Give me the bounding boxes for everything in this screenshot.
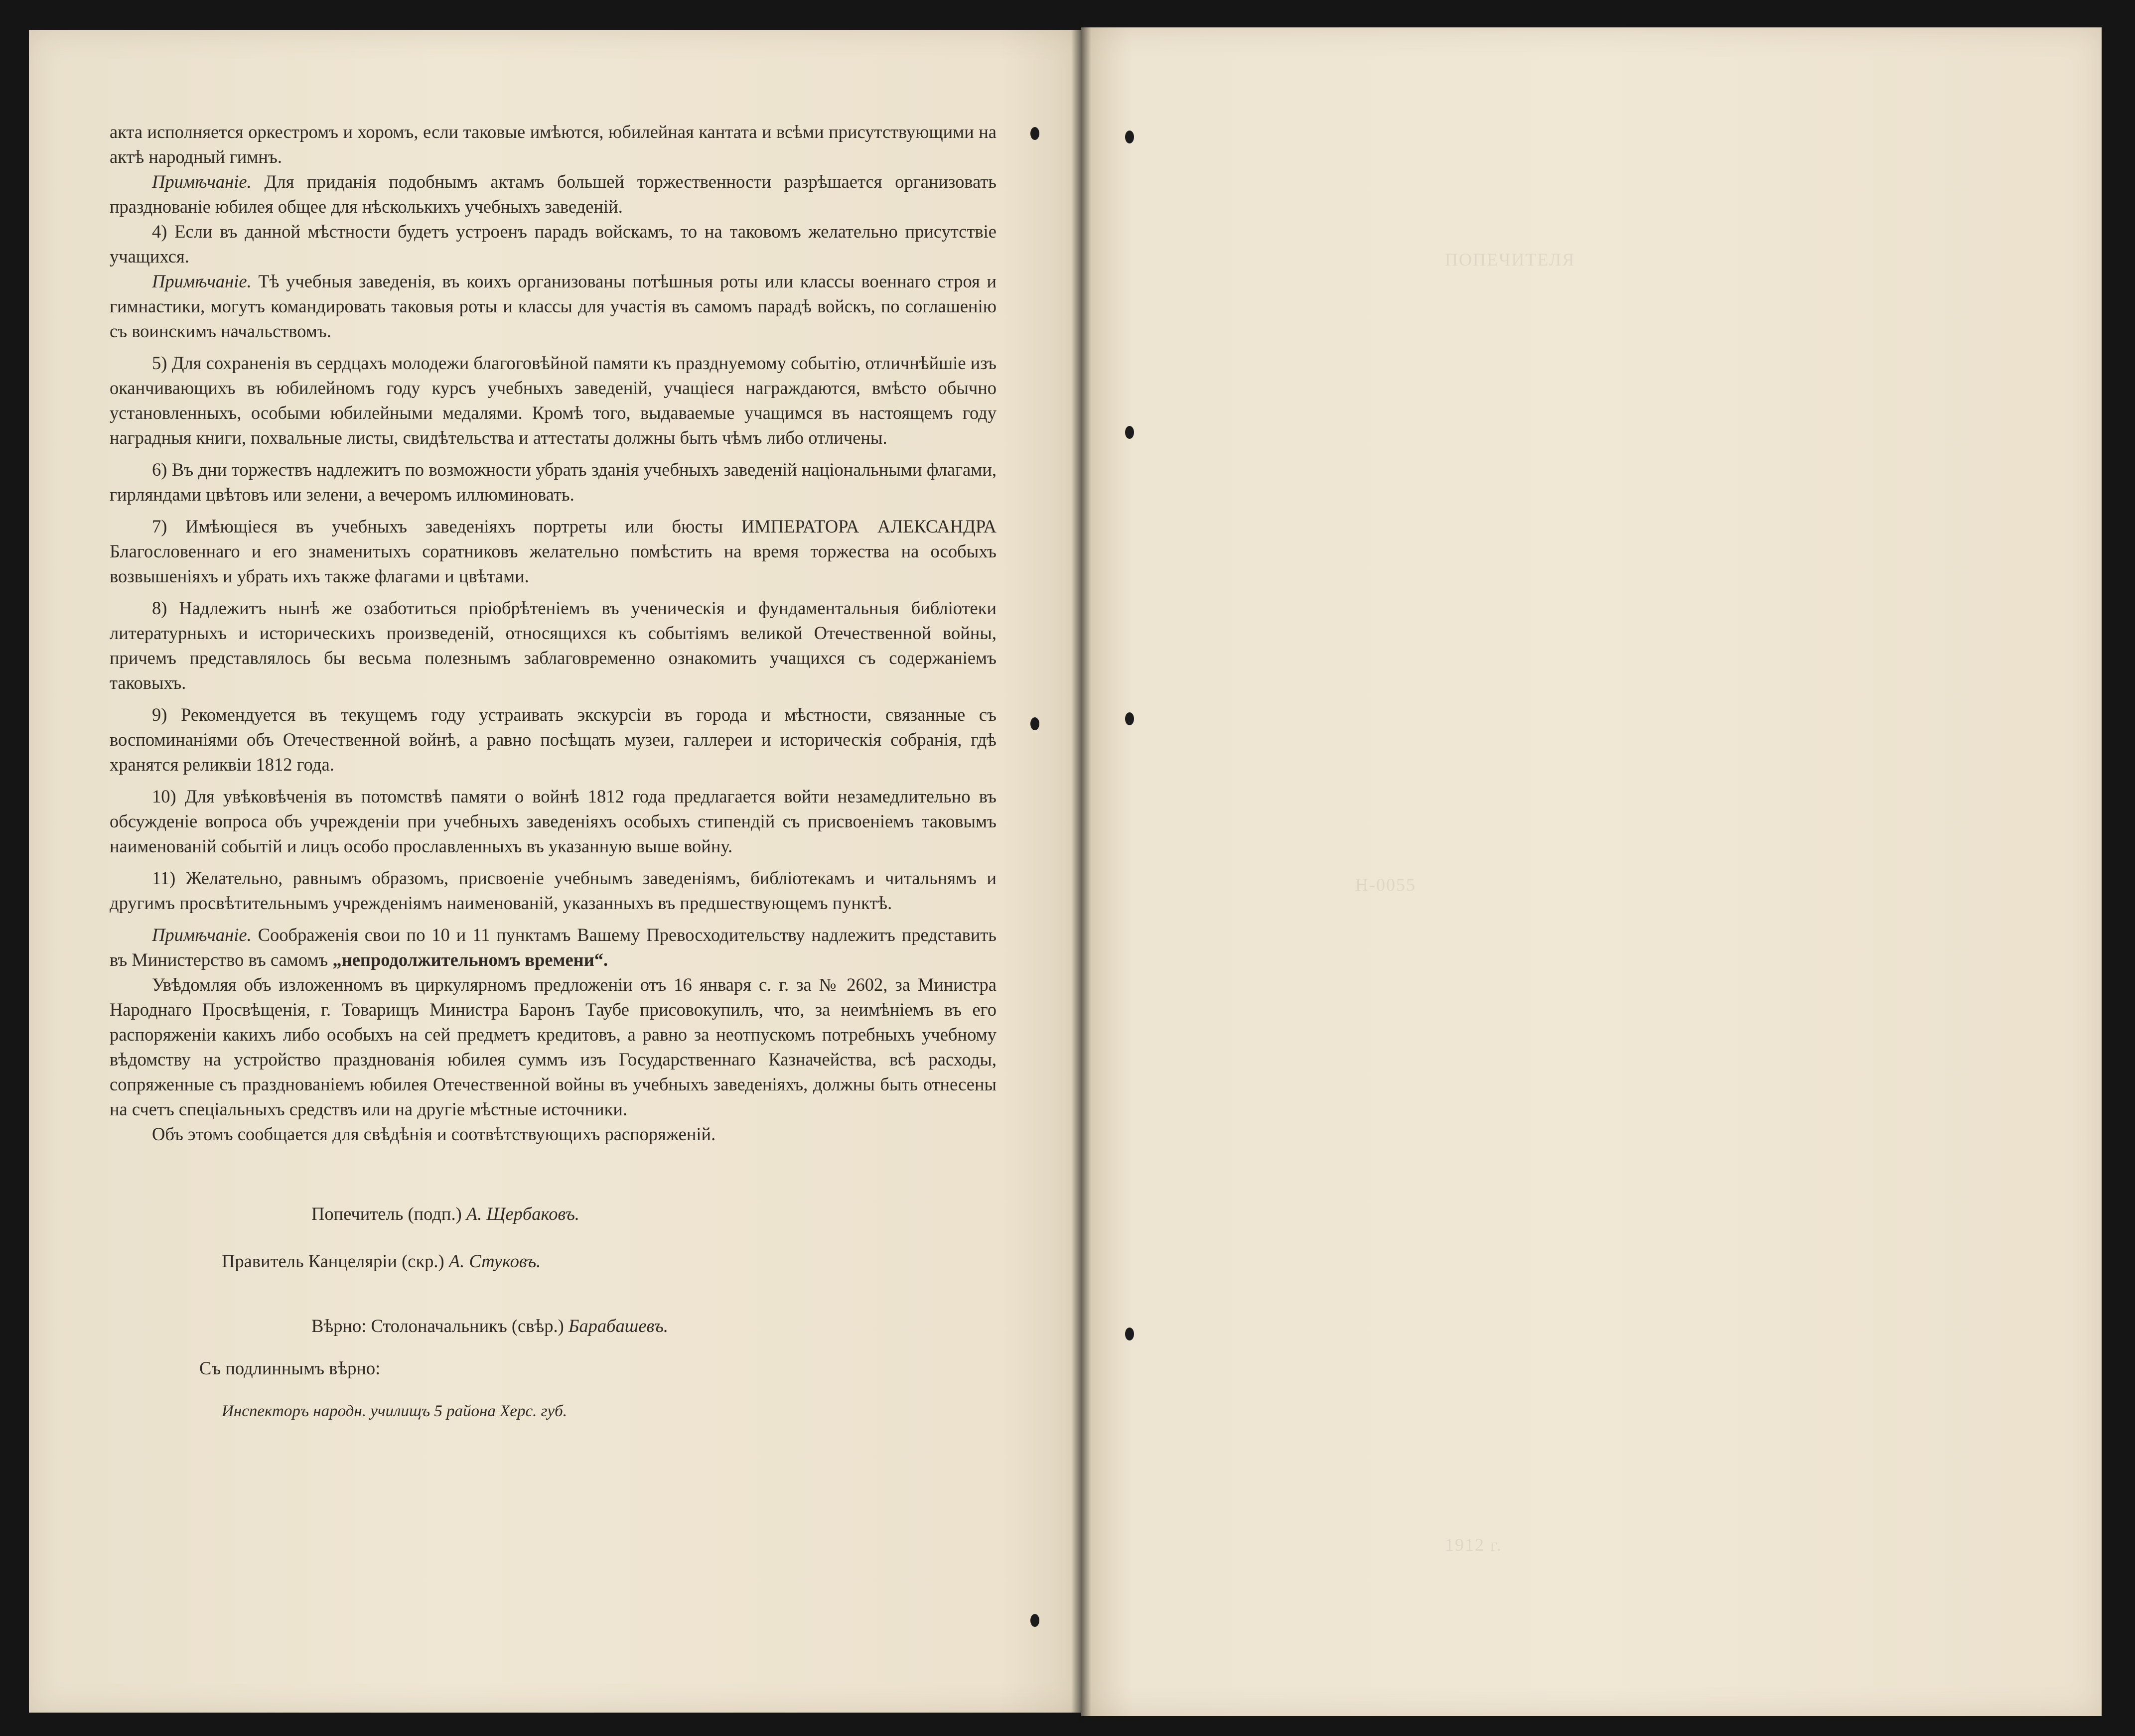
punch-hole: [1030, 717, 1039, 730]
inspector-stamp: Инспекторъ народн. училищъ 5 района Херс. губ.: [222, 1402, 567, 1420]
note-paragraph: Примѣчаніе. Тѣ учебныя заведенія, въ коихъ организованы потѣшныя роты или классы военнаго строя и гимнастики, могутъ командировать таковыя роты и классы для участія въ самомъ парадѣ войскъ, по соглашенію съ воинскимъ начальствомъ.: [110, 271, 996, 341]
signature-verified: Вѣрно: Столоначальникъ (свѣр.) Барабашевъ.: [311, 1316, 668, 1336]
original-note: Съ подлиннымъ вѣрно:: [199, 1358, 381, 1378]
paragraph: Увѣдомляя объ изложенномъ въ циркулярномъ предложеніи отъ 16 января с. г. за № 2602, за Министра Народнаго Просвѣщенія, г. Товарищъ Министра Баронъ Таубе присовокупилъ, что, за неимѣніемъ въ его распоряженіи какихъ либо особыхъ на сей предметъ кредитовъ, а равно за неотпускомъ потребныхъ учебному вѣдомству на устройство празднованія юбилея суммъ изъ Государственнаго Казначейства, всѣ расходы, сопряженные съ празднованіемъ юбилея Отечественной войны въ учебныхъ заведеніяхъ, должны быть отнесены на счетъ спеціальныхъ средствъ или на другіе мѣстные источники.: [110, 974, 996, 1119]
document-body: [110, 120, 996, 1147]
paragraph: 5) Для сохраненія въ сердцахъ молодежи благоговѣйной памяти къ празднуемому событію, отличнѣйшіе изъ оканчивающихъ въ юбилейномъ году курсъ учебныхъ заведеній, учащіеся награждаются, вмѣсто обычно установленныхъ, особыми юбилейными медалями. Кромѣ того, выдаваемые учащимся въ настоящемъ году наградныя книги, похвальные листы, свидѣтельства и аттестаты должны быть чѣмъ либо отличены.: [110, 353, 996, 448]
note-label: Примѣчаніе.: [152, 271, 252, 291]
paragraph: 4) Если въ данной мѣстности будетъ устроенъ парадъ войскамъ, то на таковомъ желательно присутствіе учащихся.: [110, 221, 996, 267]
signature-trustee: Попечитель (подп.) А. Щербаковъ.: [311, 1203, 579, 1224]
punch-hole: [1125, 131, 1134, 143]
signature-chancellery: Правитель Канцеляріи (скр.) А. Стуковъ.: [222, 1251, 541, 1271]
punch-hole: [1125, 426, 1134, 439]
punch-hole: [1125, 712, 1134, 725]
emphasis-text: „непродолжительномъ времени“.: [332, 949, 608, 970]
book-gutter: [1071, 20, 1091, 1724]
paragraph: 8) Надлежитъ нынѣ же озаботиться пріобрѣтеніемъ въ ученическія и фундаментальныя библіотеки литературныхъ и историческихъ произведеній, относящихся къ событіямъ великой Отечественной войны, причемъ представлялось бы весьма полезнымъ заблаговременно ознакомить учащихся съ содержаніемъ таковыхъ.: [110, 598, 996, 693]
paragraph: 6) Въ дни торжествъ надлежитъ по возможности убрать зданія учебныхъ заведеній національными флагами, гирляндами цвѣтовъ или зелени, а вечеромъ иллюминовать.: [110, 459, 996, 505]
note-paragraph: Примѣчаніе. Для приданія подобнымъ актамъ большей торжественности разрѣшается организовать празднованіе юбилея общее для нѣсколькихъ учебныхъ заведеній.: [110, 171, 996, 217]
bleed-through-text: 1912 г.: [1445, 1535, 1502, 1555]
note-label: Примѣчаніе.: [152, 171, 252, 192]
punch-hole: [1030, 127, 1039, 140]
right-page: [1081, 27, 2102, 1716]
paragraph: 7) Имѣющіеся въ учебныхъ заведеніяхъ портреты или бюсты ИМПЕРАТОРА АЛЕКСАНДРА Благословеннаго и его знаменитыхъ соратниковъ желательно помѣстить на время торжества на особыхъ возвышеніяхъ и убрать ихъ также флагами и цвѣтами.: [110, 516, 996, 586]
paragraph: 10) Для увѣковѣченія въ потомствѣ памяти о войнѣ 1812 года предлагается войти незамедлительно въ обсужденіе вопроса объ учрежденіи при учебныхъ заведеніяхъ особыхъ стипендій съ присвоеніемъ таковымъ наименованій событій и лицъ особо прославленныхъ въ указанную выше войну.: [110, 786, 996, 856]
note-paragraph: Примѣчаніе. Соображенія свои по 10 и 11 пунктамъ Вашему Превосходительству надлежитъ представить въ Министерство въ самомъ „непродолжительномъ времени“.: [110, 925, 996, 970]
punch-hole: [1030, 1614, 1039, 1627]
paragraph: 11) Желательно, равнымъ образомъ, присвоеніе учебнымъ заведеніямъ, библіотекамъ и читальнямъ и другимъ просвѣтительнымъ учрежденіямъ наименованій, указанныхъ въ предшествующемъ пунктѣ.: [110, 868, 996, 913]
paragraph: 9) Рекомендуется въ текущемъ году устраивать экскурсіи въ города и мѣстности, связанные съ воспоминаніями объ Отечественной войнѣ, а равно посѣщать музеи, галлереи и историческія собранія, гдѣ хранятся реликвіи 1812 года.: [110, 704, 996, 775]
bleed-through-text: Н-0055: [1355, 875, 1416, 895]
punch-hole: [1125, 1328, 1134, 1340]
paragraph: акта исполняется оркестромъ и хоромъ, если таковые имѣются, юбилейная кантата и всѣми присутствующими на актѣ народный гимнъ.: [110, 122, 996, 167]
paragraph: Объ этомъ сообщается для свѣдѣнія и соотвѣтствующихъ распоряженій.: [152, 1124, 716, 1144]
note-label: Примѣчаніе.: [152, 925, 252, 945]
bleed-through-text: ПОПЕЧИТЕЛЯ: [1445, 250, 1575, 269]
